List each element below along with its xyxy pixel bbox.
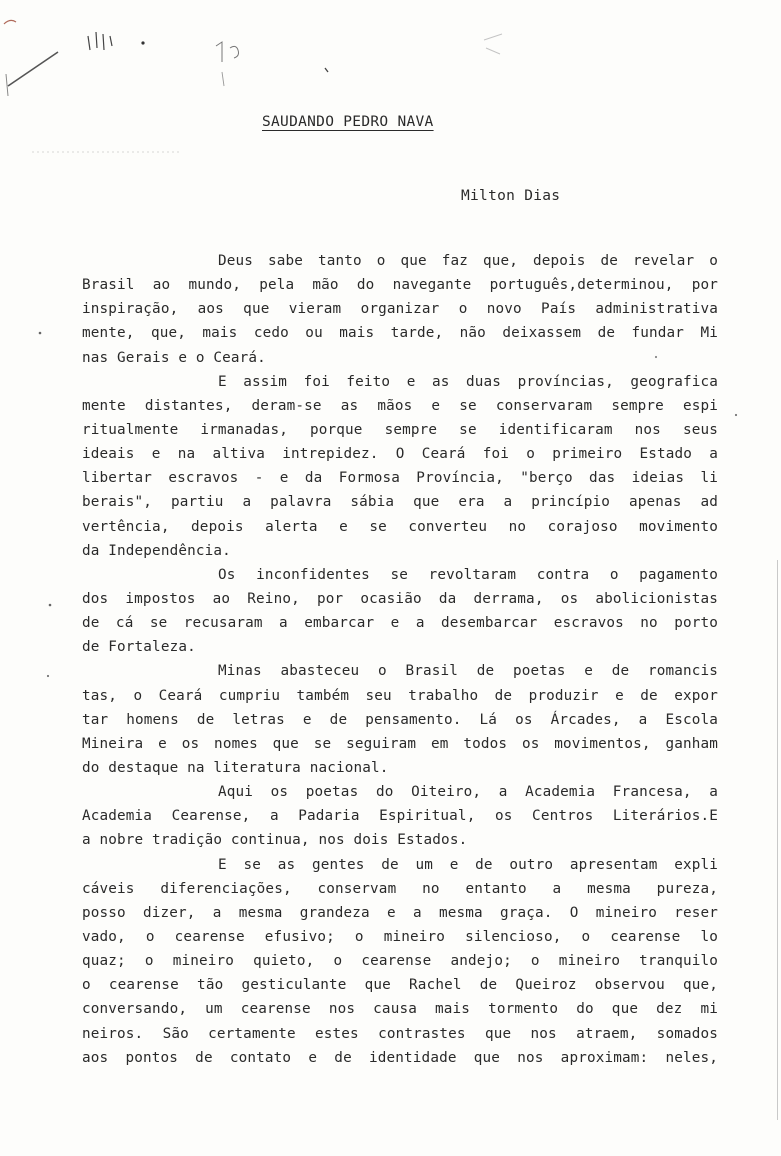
- text-line: inspiração, aos que vieram organizar o novo País administrativa: [82, 301, 718, 318]
- text-line: do destaque na literatura nacional.: [82, 759, 389, 776]
- text-line: a nobre tradição continua, nos dois Estados.: [82, 832, 468, 849]
- text-line: Academia Cearense, a Padaria Espiritual, os Centros Literários.E: [82, 808, 718, 825]
- text-line: dos impostos ao Reino, por ocasião da derrama, os abolicionistas: [82, 590, 718, 607]
- text-line: aos pontos de contato e de identidade que nos aproximam: neles,: [82, 1049, 718, 1066]
- text-line: Mineira e os nomes que se seguiram em todos os movimentos, ganham: [82, 735, 718, 752]
- text-line: quaz; o mineiro quieto, o cearense andejo; o mineiro tranquilo: [82, 953, 718, 970]
- text-line: berais", partiu a palavra sábia que era a princípio apenas ad: [82, 494, 718, 511]
- document-author: Milton Dias: [461, 188, 561, 204]
- text-line: mente distantes, deram-se as mãos e se conservaram sempre espi: [82, 397, 718, 414]
- text-line: cáveis diferenciações, conservam no entanto a mesma pureza,: [82, 880, 718, 897]
- text-line: ritualmente irmanadas, porque sempre se identificaram nos seus: [82, 421, 718, 438]
- text-line: vado, o cearense efusivo; o mineiro silencioso, o cearense lo: [82, 928, 718, 945]
- text-line: E assim foi feito e as duas províncias, geografica: [218, 373, 718, 390]
- text-line: posso dizer, a mesma grandeza e a mesma graça. O mineiro reser: [82, 904, 718, 921]
- document-body: [82, 249, 718, 1070]
- text-line: tas, o Ceará cumpriu também seu trabalho de produzir e de expor: [82, 687, 718, 704]
- text-line: Deus sabe tanto o que faz que, depois de revelar o: [218, 253, 718, 269]
- text-line: de Fortaleza.: [82, 639, 196, 656]
- text-line: Minas abasteceu o Brasil de poetas e de romancis: [218, 663, 718, 680]
- text-line: mente, que, mais cedo ou mais tarde, não deixassem de fundar Mi: [82, 325, 718, 342]
- text-line: o cearense tão gesticulante que Rachel de Queiroz observou que,: [82, 977, 718, 994]
- text-line: Brasil ao mundo, pela mão do navegante português,determinou, por: [82, 277, 718, 294]
- text-line: de cá se recusaram a embarcar e a desembarcar escravos no porto: [82, 615, 718, 632]
- text-line: nas Gerais e o Ceará.: [82, 349, 266, 366]
- text-line: Aqui os poetas do Oiteiro, a Academia Francesa, a: [218, 784, 718, 801]
- text-line: libertar escravos - e da Formosa Província, "berço das ideias li: [82, 470, 718, 487]
- text-line: tar homens de letras e de pensamento. Lá os Árcades, a Escola: [82, 711, 718, 728]
- page-edge-shadow: [777, 560, 778, 1120]
- text-line: vertência, depois alerta e se converteu no corajoso movimento: [82, 518, 718, 535]
- text-line: ideais e na altiva intrepidez. O Ceará foi o primeiro Estado a: [82, 446, 718, 463]
- text-line: E se as gentes de um e de outro apresentam expli: [218, 856, 718, 873]
- text-line: da Independência.: [82, 542, 231, 559]
- text-line: neiros. São certamente estes contrastes que nos atraem, somados: [82, 1025, 718, 1042]
- text-line: Os inconfidentes se revoltaram contra o pagamento: [218, 566, 718, 583]
- document-title: SAUDANDO PEDRO NAVA: [262, 114, 434, 130]
- text-line: conversando, um cearense nos causa mais tormento do que dez mi: [82, 1001, 718, 1018]
